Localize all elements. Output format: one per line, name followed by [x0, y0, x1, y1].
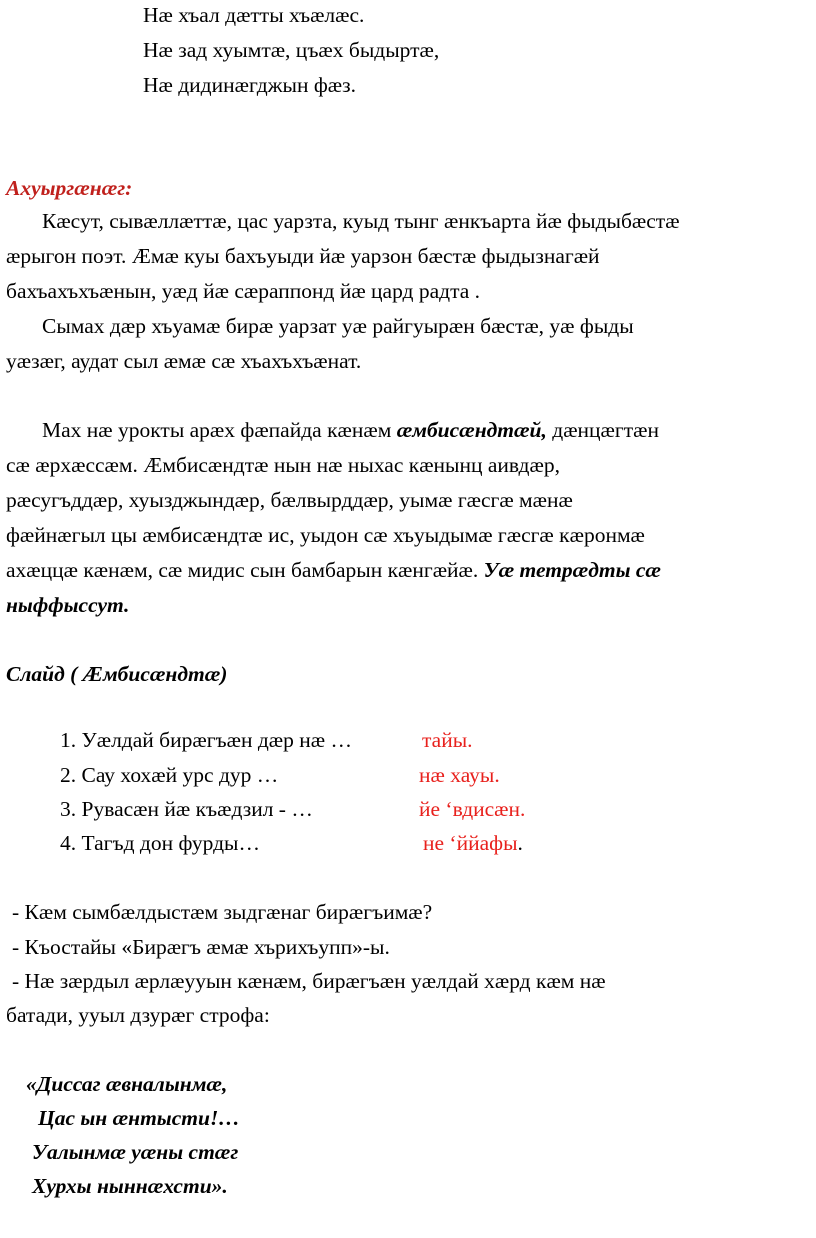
proverb-answer: йе ‘вдисæн.	[419, 797, 526, 821]
proverb-number: 1.	[60, 728, 77, 752]
para1-line-2: æрыгон поэт. Æмæ куы бахъуыди йæ уарзон бæстæ фыдызнагæй	[6, 244, 600, 268]
poem-top-line-3: Нæ дидинæгджын фæз.	[143, 73, 356, 97]
poem-bottom-line-3: Уалынмæ уæны стæг	[32, 1140, 239, 1164]
proverb-number: 3.	[60, 797, 77, 821]
proverb-answer: не ‘ййафы	[423, 831, 518, 855]
proverb-number: 4.	[60, 831, 77, 855]
para3-line-1	[42, 416, 659, 444]
proverb-item	[60, 829, 260, 857]
para2-line-1: Сымах дæр хъуамæ бирæ уарзат уæ райгуырæн бæстæ, уæ фыды	[42, 314, 634, 338]
proverb-start: Тагъд дон фурды…	[81, 831, 260, 855]
question-3-line-2: батади, ууыл дзурæг строфа:	[6, 1003, 270, 1027]
para1-line-1: Кæсут, сывæллæттæ, цас уарзта, куыд тынг æнкъарта йæ фыдыбæстæ	[42, 209, 680, 233]
para3-line-5	[6, 556, 661, 584]
para3-line-6: ныффыссут.	[6, 593, 130, 617]
proverb-item	[60, 795, 313, 823]
proverb-start: Уæлдай бирæгъæн дæр нæ …	[81, 728, 352, 752]
proverb-start: Рувасæн йæ къæдзил - …	[81, 797, 313, 821]
proverb-answer-wrap	[423, 829, 523, 857]
question-3-line-1: - Нæ зæрдыл æрлæууын кæнæм, бирæгъæн уæлдай хæрд кæм нæ	[12, 969, 606, 993]
para3-line-1-tail: дæнцæгтæн	[546, 418, 659, 442]
poem-bottom-line-1: «Диссаг æвналынмæ,	[26, 1072, 228, 1096]
slide-title: Слайд ( Æмбисæндтæ)	[6, 662, 228, 686]
teacher-label: Ахуыргæнæг:	[6, 176, 133, 200]
para3-line-4: фæйнæгыл цы æмбисæндтæ ис, уыдон сæ хъуыдымæ гæсгæ кæронмæ	[6, 523, 645, 547]
para3-keyword: æмбисæндтæй,	[396, 418, 547, 442]
proverb-answer: нæ хауы.	[419, 763, 500, 787]
proverb-end: .	[517, 831, 523, 855]
para3-line-1-text: Мах нæ урокты арæх фæпайда кæнæм	[42, 418, 397, 442]
poem-top-line-2: Нæ зад хуымтæ, цъæх быдыртæ,	[143, 38, 440, 62]
para3-line-5-text: ахæццæ кæнæм, сæ мидис сын бамбарын кæнгæйæ.	[6, 558, 484, 582]
proverb-item	[60, 761, 278, 789]
poem-bottom-line-4: Хурхы ныннæхсти».	[32, 1174, 228, 1198]
para3-instruction: Уæ тетрæдты сæ	[483, 558, 661, 582]
para3-line-2: сæ æрхæссæм. Æмбисæндтæ нын нæ ныхас кæнынц аивдæр,	[6, 453, 560, 477]
proverb-start: Сау хохæй урс дур …	[81, 763, 279, 787]
question-2: - Къостайы «Бирæгъ æмæ хърихъупп»-ы.	[12, 935, 390, 959]
para3-line-3: рæсугъддæр, хуызджындæр, бæлвырддæр, уымæ гæсгæ мæнæ	[6, 488, 573, 512]
poem-top-line-1: Нæ хъал дæтты хъæлæс.	[143, 3, 365, 27]
para1-line-3: бахъахъхъæнын, уæд йæ сæраппонд йæ цард радта .	[6, 279, 481, 303]
question-1: - Кæм сымбæлдыстæм зыдгæнаг бирæгъимæ?	[12, 900, 433, 924]
poem-bottom-line-2: Цас ын æнтысти!…	[38, 1106, 240, 1130]
proverb-number: 2.	[60, 763, 77, 787]
para2-line-2: уæзæг, аудат сыл æмæ сæ хъахъхъæнат.	[6, 349, 362, 373]
proverb-answer: тайы.	[422, 728, 473, 752]
proverb-item	[60, 726, 352, 754]
